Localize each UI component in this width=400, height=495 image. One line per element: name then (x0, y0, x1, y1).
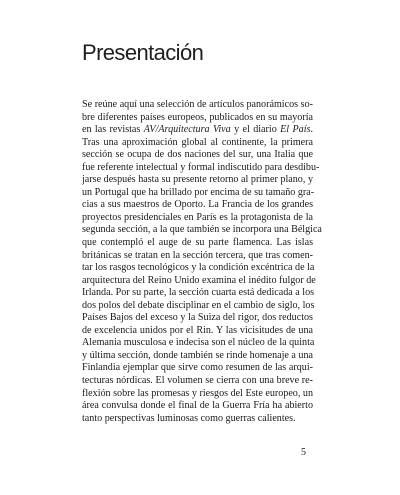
text-line: tar los rasgos tecnológicos y la condición excéntrica de la (82, 262, 315, 274)
text-line: Se reúne aquí una selección de artículos panorámicos so- (82, 99, 313, 110)
page-title: Presentación (82, 40, 204, 65)
text-line: segunda sección, a la que también se incorpora una Bélgica (82, 224, 322, 236)
text-line: un Portugal que ha brillado por encima de su tamaño gra- (82, 186, 315, 198)
text-line: tecturas nórdicas. El volumen se cierra con una breve re- (82, 375, 313, 387)
text-line-last: tanto perspectivas luminosas como guerras calientes. (82, 412, 296, 424)
text-line: sección se ocupa de dos naciones del sur, una Italia que (82, 149, 313, 161)
text-fragment: en las revistas (82, 124, 144, 136)
body-paragraph (82, 99, 322, 425)
text-line: Alemania musculosa e indecisa son el núcleo de la quinta (82, 337, 315, 349)
text-line: de excelencia unidos por el Rin. Y las vicisitudes de una (82, 324, 313, 336)
text-line: área convulsa donde el final de la Guerra Fría ha abierto (82, 400, 313, 412)
text-fragment: . (310, 124, 313, 136)
magazine-title-italic: AV/Arquitectura Viva (143, 124, 231, 136)
text-line: bre diferentes países europeos, publicados en su mayoría (82, 111, 313, 123)
text-fragment: y el diario (230, 124, 281, 136)
page-number: 5 (301, 447, 306, 458)
text-line: Irlanda. Por su parte, la sección cuarta está dedicada a los (82, 287, 315, 299)
text-line: cias a sus maestros de Oporto. La Francia de los grandes (82, 199, 313, 211)
text-line: Finlandia ejemplar que sirve como resumen de las arqui- (82, 362, 313, 374)
text-line: arquitectura del Reino Unido examina el inédito fulgor de (82, 274, 316, 286)
text-line: flexión sobre las promesas y riesgos del Este europeo, un (82, 387, 313, 399)
text-line: Tras una aproximación global al continente, la primera (82, 136, 313, 148)
text-line: británicas se tratan en la sección tercera, que tras comen- (82, 249, 313, 261)
text-line: que contempló el auge de su parte flamenca. Las islas (82, 237, 313, 249)
text-line: jarse después hasta su presente retorno al primer plano, y (82, 174, 313, 186)
text-line-with-italics (82, 124, 313, 137)
text-line: y última sección, donde también se rinde homenaje a una (82, 349, 313, 361)
newspaper-title-italic: El País (280, 124, 311, 136)
text-line: fue referente intelectual y formal indiscutido para desdibu- (82, 161, 320, 173)
text-line: Países Bajos del exceso y la Suiza del rigor, dos reductos (82, 312, 313, 324)
text-line: proyectos presidenciales en París es la protagonista de la (82, 211, 313, 223)
text-line: dos polos del debate disciplinar en el cambio de siglo, los (82, 299, 315, 311)
